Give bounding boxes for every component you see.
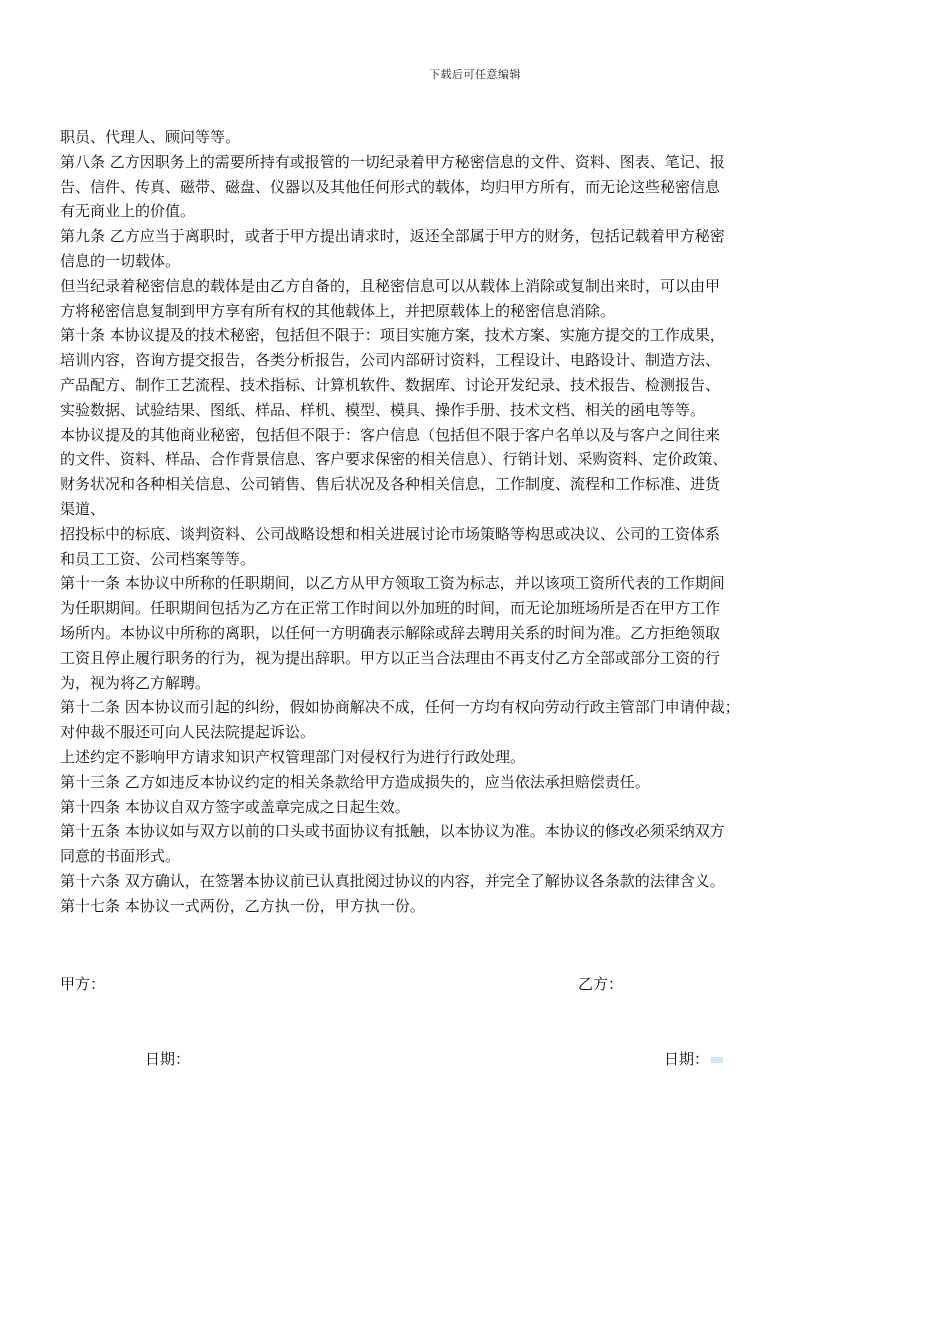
signature-date-b bbox=[664, 1049, 723, 1069]
body-line: 实验数据、试验结果、图纸、样品、样机、模型、模具、操作手册、技术文档、相关的函电等等。 bbox=[60, 400, 706, 419]
body-line: 为任职期间。任职期间包括为乙方在正常工作时间以外加班的时间，而无论加班场所是否在甲方工作 bbox=[60, 599, 721, 618]
body-line: 场所内。本协议中所称的离职，以任何一方明确表示解除或辞去聘用关系的时间为准。乙方拒绝领取 bbox=[60, 623, 721, 642]
body-line: 有无商业上的价值。 bbox=[60, 202, 196, 221]
body-line: 的文件、资料、样品、合作背景信息、客户要求保密的相关信息）、行销计划、采购资料、定价政策、 bbox=[60, 450, 728, 469]
body-line: 第九条 乙方应当于离职时，或者于甲方提出请求时，返还全部属于甲方的财务，包括记载着甲方秘密 bbox=[60, 227, 725, 246]
body-line: 第十六条 双方确认，在签署本协议前已认真批阅过协议的内容，并完全了解协议各条款的法律含义。 bbox=[60, 871, 725, 890]
body-line: 第十三条 乙方如违反本协议约定的相关条款给甲方造成损失的，应当依法承担赔偿责任。 bbox=[60, 772, 650, 791]
document-body bbox=[60, 125, 830, 919]
body-line: 第十四条 本协议自双方签字或盖章完成之日起生效。 bbox=[60, 797, 410, 816]
body-line: 方将秘密信息复制到甲方享有所有权的其他载体上，并把原载体上的秘密信息消除。 bbox=[60, 301, 616, 320]
signature-party-a: 甲方： bbox=[60, 975, 106, 993]
body-line: 第八条 乙方因职务上的需要所持有或报管的一切纪录着甲方秘密信息的文件、资料、图表、笔记、报 bbox=[60, 152, 725, 171]
body-line: 同意的书面形式。 bbox=[60, 847, 181, 866]
body-line: 第十二条 因本协议而引起的纠纷，假如协商解决不成，任何一方均有权向劳动行政主管部门申请仲裁； bbox=[60, 698, 740, 717]
body-line: 第十一条 本协议中所称的任职期间，以乙方从甲方领取工资为标志，并以该项工资所代表的工作期间 bbox=[60, 574, 725, 593]
body-line: 工资且停止履行职务的行为，视为提出辞职。甲方以正当合法理由不再支付乙方全部或部分工资的行 bbox=[60, 648, 721, 667]
signature-date-a: 日期： bbox=[145, 1050, 191, 1068]
body-line: 和员工工资、公司档案等等。 bbox=[60, 549, 256, 568]
body-line: 财务状况和各种相关信息、公司销售、售后状况及各种相关信息，工作制度、流程和工作标准、进货 bbox=[60, 475, 721, 494]
signature-party-b: 乙方： bbox=[578, 975, 624, 993]
signature-date-b-label: 日期： bbox=[664, 1050, 710, 1068]
body-line: 培训内容，咨询方提交报告，各类分析报告，公司内部研讨资料，工程设计、电路设计、制造方法、 bbox=[60, 351, 721, 370]
body-line: 第十条 本协议提及的技术秘密，包括但不限于：项目实施方案，技术方案、实施方提交的工作成果， bbox=[60, 326, 725, 345]
body-line: 告、信件、传真、磁带、磁盘、仪器以及其他任何形式的载体，均归甲方所有，而无论这些秘密信息 bbox=[60, 177, 721, 196]
body-line: 渠道、 bbox=[60, 499, 106, 518]
body-line: 上述约定不影响甲方请求知识产权管理部门对侵权行为进行行政处理。 bbox=[60, 747, 526, 766]
body-line: 对仲裁不服还可向人民法院提起诉讼。 bbox=[60, 723, 316, 742]
body-line: 但当纪录着秘密信息的载体是由乙方自备的，且秘密信息可以从载体上消除或复制出来时，可以由甲 bbox=[60, 276, 721, 295]
body-line: 第十七条 本协议一式两份，乙方执一份，甲方执一份。 bbox=[60, 896, 425, 915]
body-line: 招投标中的标底、谈判资料、公司战略设想和相关进展讨论市场策略等构思或决议、公司的工资体系 bbox=[60, 524, 721, 543]
body-line: 本协议提及的其他商业秘密，包括但不限于：客户信息（包括但不限于客户名单以及与客户之间往来 bbox=[60, 425, 721, 444]
body-line: 信息的一切载体。 bbox=[60, 251, 181, 270]
cursor-highlight-mark bbox=[711, 1057, 723, 1063]
page-header: 下载后可任意编辑 bbox=[429, 68, 521, 81]
body-line: 职员、代理人、顾问等等。 bbox=[60, 128, 241, 146]
body-line: 第十五条 本协议如与双方以前的口头或书面协议有抵触，以本协议为准。本协议的修改必须采纳双方 bbox=[60, 822, 725, 841]
body-line: 产品配方、制作工艺流程、技术指标、计算机软件、数据库、讨论开发纪录、技术报告、检测报告、 bbox=[60, 375, 721, 394]
body-line: 为，视为将乙方解聘。 bbox=[60, 673, 211, 692]
